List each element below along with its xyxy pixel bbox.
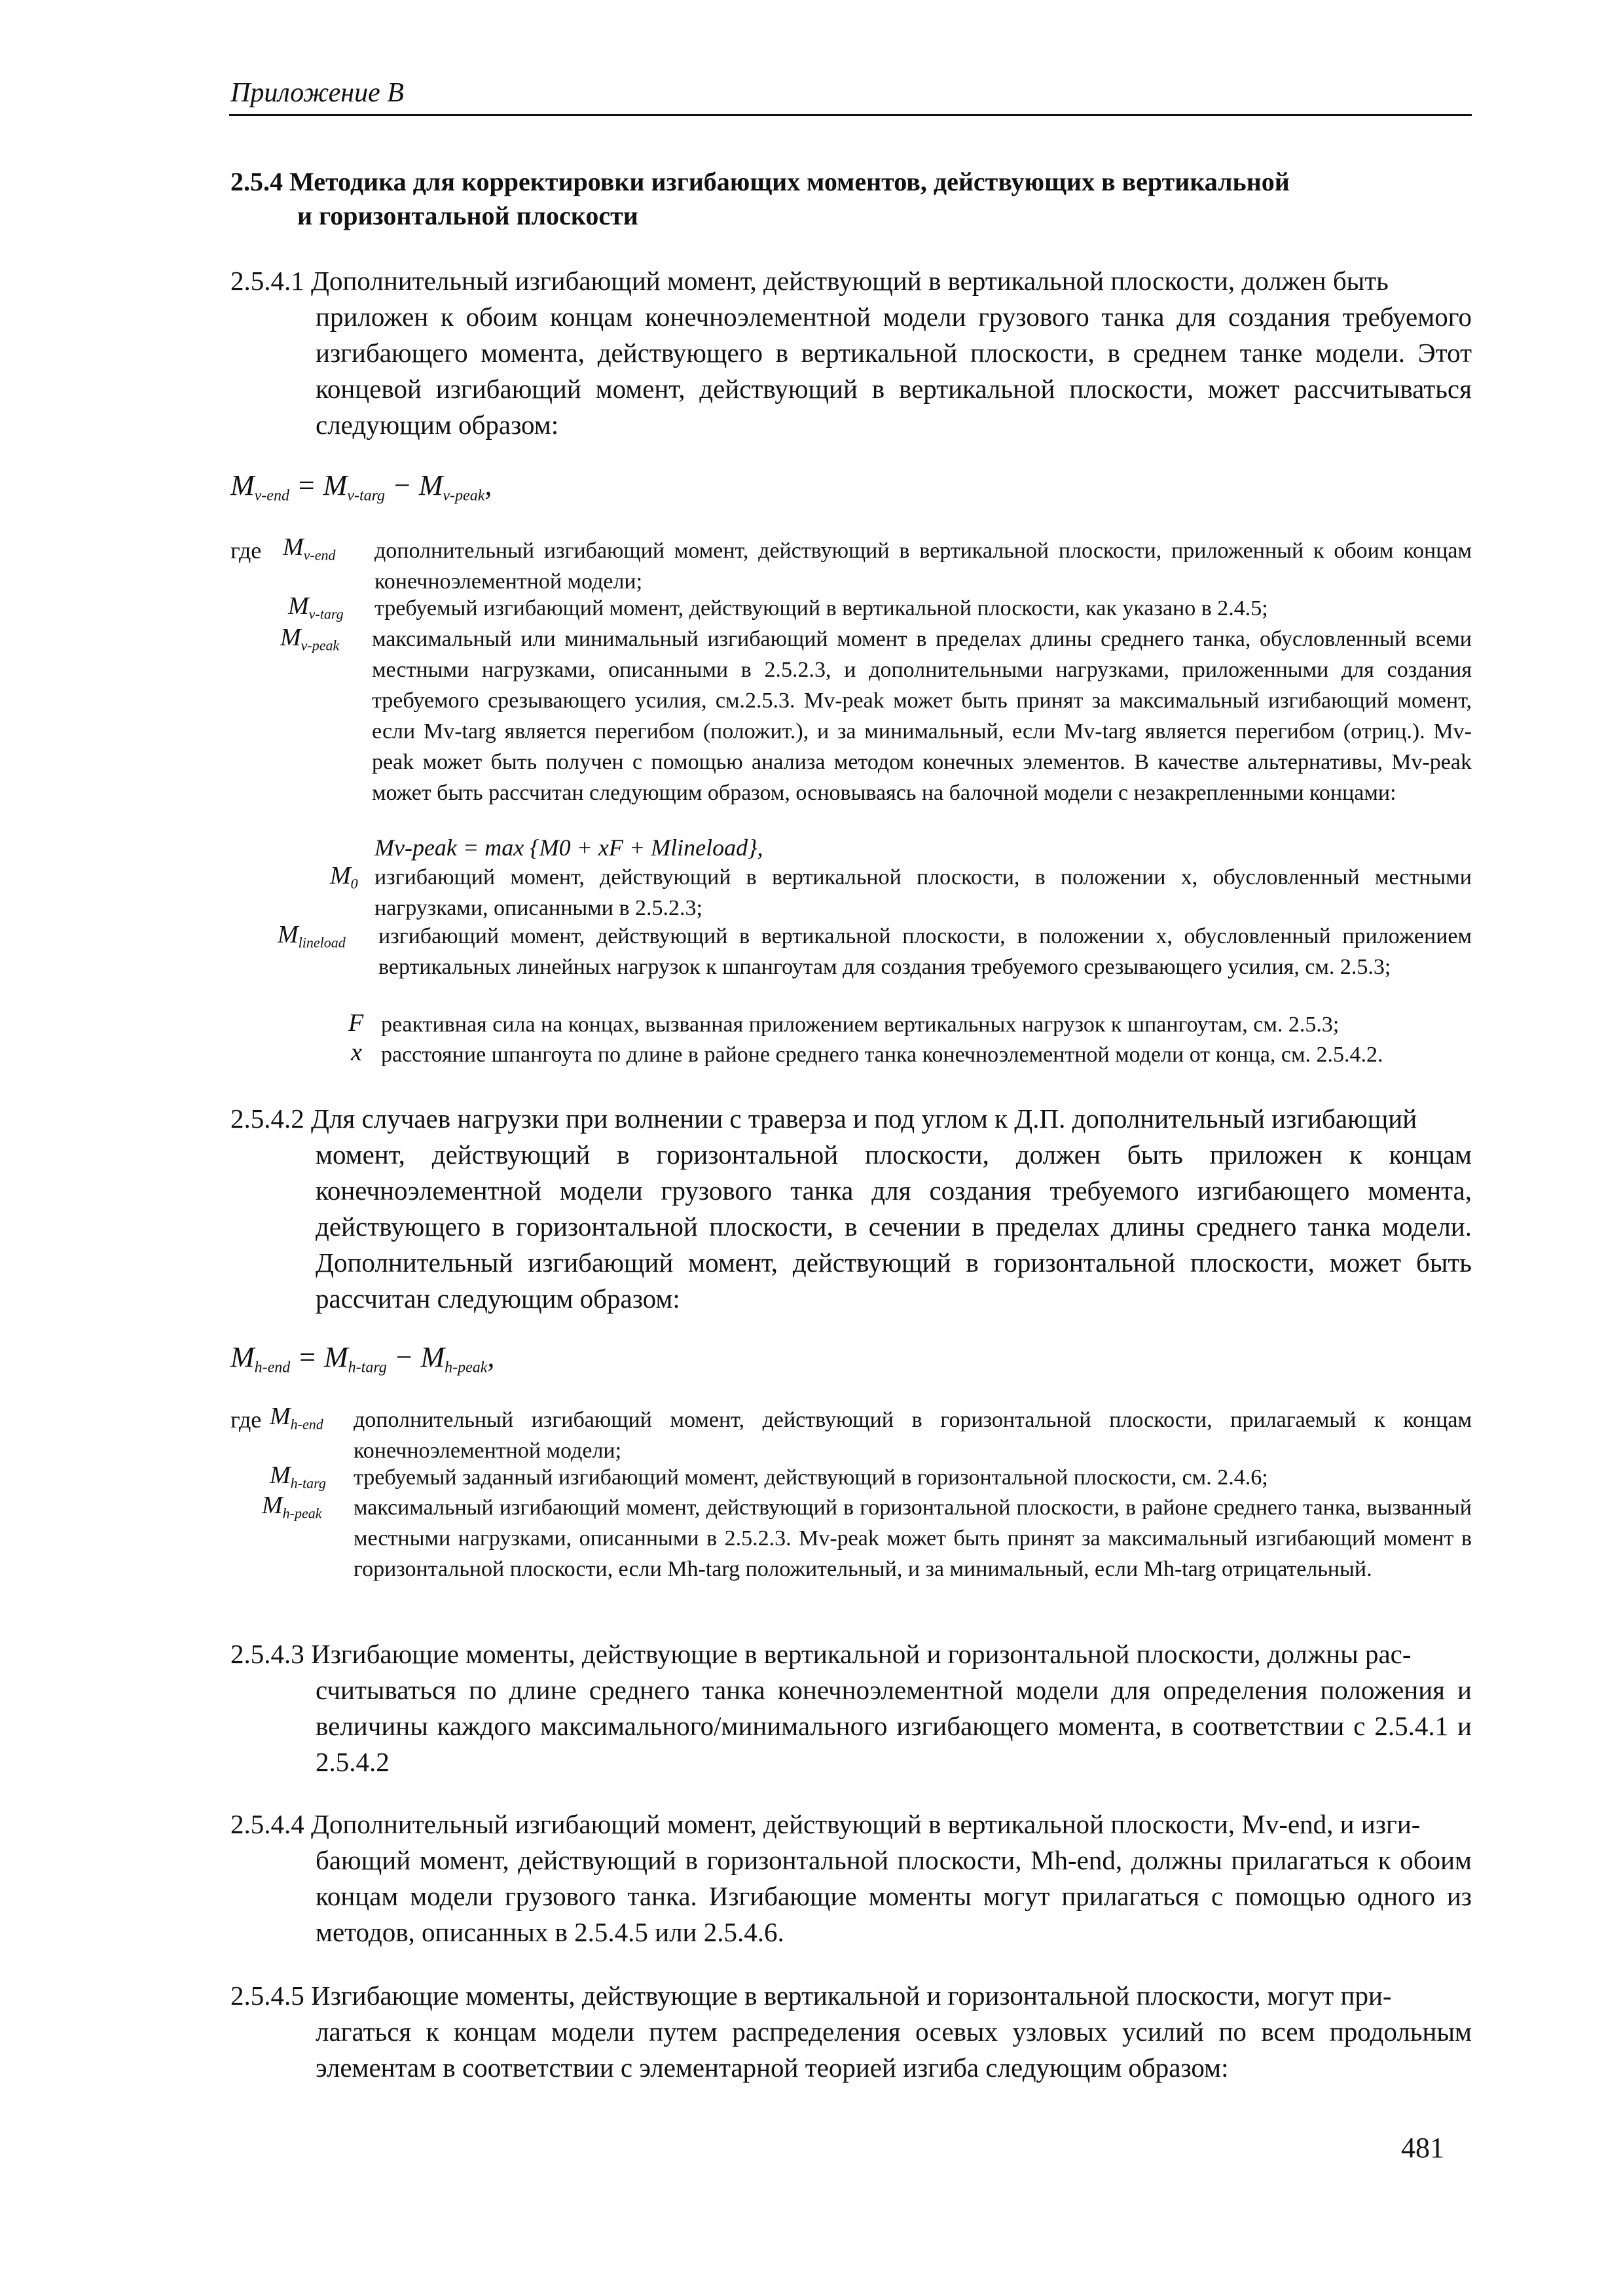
def-f: реактивная сила на концах, вызванная приложением вертикальных нагрузок к шпангоутам, см. 2.5.3; [381, 1013, 1340, 1037]
equation-h-end: $M_{h-end} = M_{h-targ} - M_{h-peak}$, [230, 1341, 495, 1376]
where-label: где [230, 537, 262, 564]
symbol-mh-targ: $M_{h-targ}$ [270, 1462, 326, 1492]
para-body: лагаться к концам модели путем распределения осевых узловых усилий по всем продольным элементам в соответствии с элементарной теорией изгиба следующим образом: [316, 2017, 1472, 2083]
paragraph-2-5-4-1 [230, 263, 1472, 443]
para-number: 2.5.4.1 [230, 266, 304, 296]
symbol-mv-targ: $M_{v-targ}$ [288, 592, 344, 622]
header-rule [229, 114, 1472, 116]
para-number: 2.5.4.5 [230, 1981, 304, 2011]
symbol-mh-end: $M_{h-end}$ [270, 1403, 323, 1433]
para-body: приложен к обоим концам конечноэлементной модели грузового танка для создания требуемого изгибающего момента, действующего в вертикальной плоскости, в среднем танке модели. Этот концевой изгибающий момент, действующий в вертикальной плоскости, может рассчитываться следующим образом: [316, 302, 1472, 440]
para-number: 2.5.4.3 [230, 1639, 304, 1669]
symbol-m0: $M_0$ [330, 862, 358, 892]
def-mh-targ: требуемый заданный изгибающий момент, действующий в горизонтальной плоскости, см. 2.4.6; [354, 1465, 1268, 1490]
where-label-2: где [230, 1407, 262, 1433]
paragraph-2-5-4-3 [230, 1636, 1472, 1780]
formula-mv-peak: Mv-peak = max {M0 + xF + Mlineload}, [374, 834, 763, 861]
para-first-line: Для случаев нагрузки при волнении с траверза и под углом к Д.П. дополнительный изгибающий [311, 1103, 1417, 1134]
def-m0: изгибающий момент, действующий в вертикальной плоскости, в положении x, обусловленный местными нагрузками, описанными в 2.5.2.3; [374, 865, 1472, 920]
page-number: 481 [1401, 2132, 1444, 2164]
def-mv-end: дополнительный изгибающий момент, действующий в вертикальной плоскости, приложенный к обоим концам конечноэлементной модели; [374, 539, 1472, 594]
para-first-line: Изгибающие моменты, действующие в вертикальной и горизонтальной плоскости, должны рас- [311, 1639, 1412, 1669]
para-body: бающий момент, действующий в горизонтальной плоскости, Mh-end, должны прилагаться к обоим концам модели грузового танка. Изгибающие моменты могут прилагаться с помощью одного из методов, описанных в 2.5.4.5 или 2.5.4.6. [316, 1845, 1472, 1947]
def-mv-peak: максимальный или минимальный изгибающий момент в пределах длины среднего танка, обусловленный всеми местными нагрузками, описанными в 2.5.2.3, и дополнительными нагрузками, приложенными для создания требуемого срезывающего усилия, см.2.5.3. Mv-peak может быть принят за максимальный изгибающий момент, если Mv-targ является перегибом (положит.), и за минимальный, если Mv-targ является перегибом (отриц.). Mv-peak может быть получен с помощью анализа методом конечных элементов. В качестве альтернативы, Mv-peak может быть рассчитан следующим образом, основываясь на балочной модели с незакрепленными концами: [372, 627, 1472, 805]
para-first-line: Изгибающие моменты, действующие в вертикальной и горизонтальной плоскости, могут при- [311, 1981, 1392, 2011]
equation-v-end: $M_{v-end} = M_{v-targ} - M_{v-peak}$, [230, 469, 492, 505]
section-title-line1: 2.5.4 Методика для корректировки изгибающих моментов, действующих в вертикальной [230, 167, 1290, 196]
def-mh-end: дополнительный изгибающий момент, действующий в горизонтальной плоскости, прилагаемый к концам конечноэлементной модели; [354, 1408, 1472, 1463]
def-x: расстояние шпангоута по длине в районе среднего танка конечноэлементной модели от конца, см. 2.5.4.2. [381, 1043, 1383, 1067]
def-mlineload: изгибающий момент, действующий в вертикальной плоскости, в положении x, обусловленный приложением вертикальных линейных нагрузок к шпангоутам для создания требуемого срезывающего усилия, см. 2.5.3; [378, 924, 1472, 979]
symbol-mv-end: $M_{v-end}$ [283, 533, 336, 564]
para-body: момент, действующий в горизонтальной плоскости, должен быть приложен к концам конечноэлементной модели грузового танка для создания требуемого изгибающего момента, действующего в горизонтальной плоскости, в сечении в пределах длины среднего танка модели. Дополнительный изгибающий момент, действующий в горизонтальной плоскости, может быть рассчитан следующим образом: [316, 1139, 1472, 1314]
section-title-line2: и горизонтальной плоскости [297, 201, 638, 230]
running-header: Приложение В [230, 78, 404, 108]
def-mv-targ: требуемый изгибающий момент, действующий в вертикальной плоскости, как указано в 2.4.5; [374, 596, 1268, 620]
para-first-line: Дополнительный изгибающий момент, действующий в вертикальной плоскости, Mv-end, и изги- [311, 1809, 1421, 1839]
symbol-f: F [348, 1009, 364, 1037]
paragraph-2-5-4-2 [230, 1101, 1472, 1317]
para-number: 2.5.4.4 [230, 1809, 304, 1839]
para-first-line: Дополнительный изгибающий момент, действующий в вертикальной плоскости, должен быть [311, 266, 1389, 296]
para-body: считываться по длине среднего танка конечноэлементной модели для определения положения и величины каждого максимального/минимального изгибающего момента, в соответствии с 2.5.4.1 и 2.5.4.2 [316, 1675, 1472, 1777]
para-number: 2.5.4.2 [230, 1103, 304, 1134]
symbol-x: x [351, 1039, 362, 1066]
paragraph-2-5-4-5 [230, 1978, 1472, 2086]
symbol-mlineload: $M_{lineload}$ [278, 921, 346, 951]
symbol-mh-peak: $M_{h-peak}$ [262, 1492, 322, 1522]
paragraph-2-5-4-4 [230, 1806, 1472, 1950]
section-title [230, 165, 1290, 233]
def-mh-peak: максимальный изгибающий момент, действующий в горизонтальной плоскости, в районе среднего танка, вызванный местными нагрузками, описанными в 2.5.2.3. Mv-peak может быть принят за максимальный изгибающий момент в горизонтальной плоскости, если Mh-targ положительный, и за минимальный, если Mh-targ отрицательный. [354, 1496, 1472, 1581]
symbol-mv-peak: $M_{v-peak}$ [280, 624, 340, 654]
